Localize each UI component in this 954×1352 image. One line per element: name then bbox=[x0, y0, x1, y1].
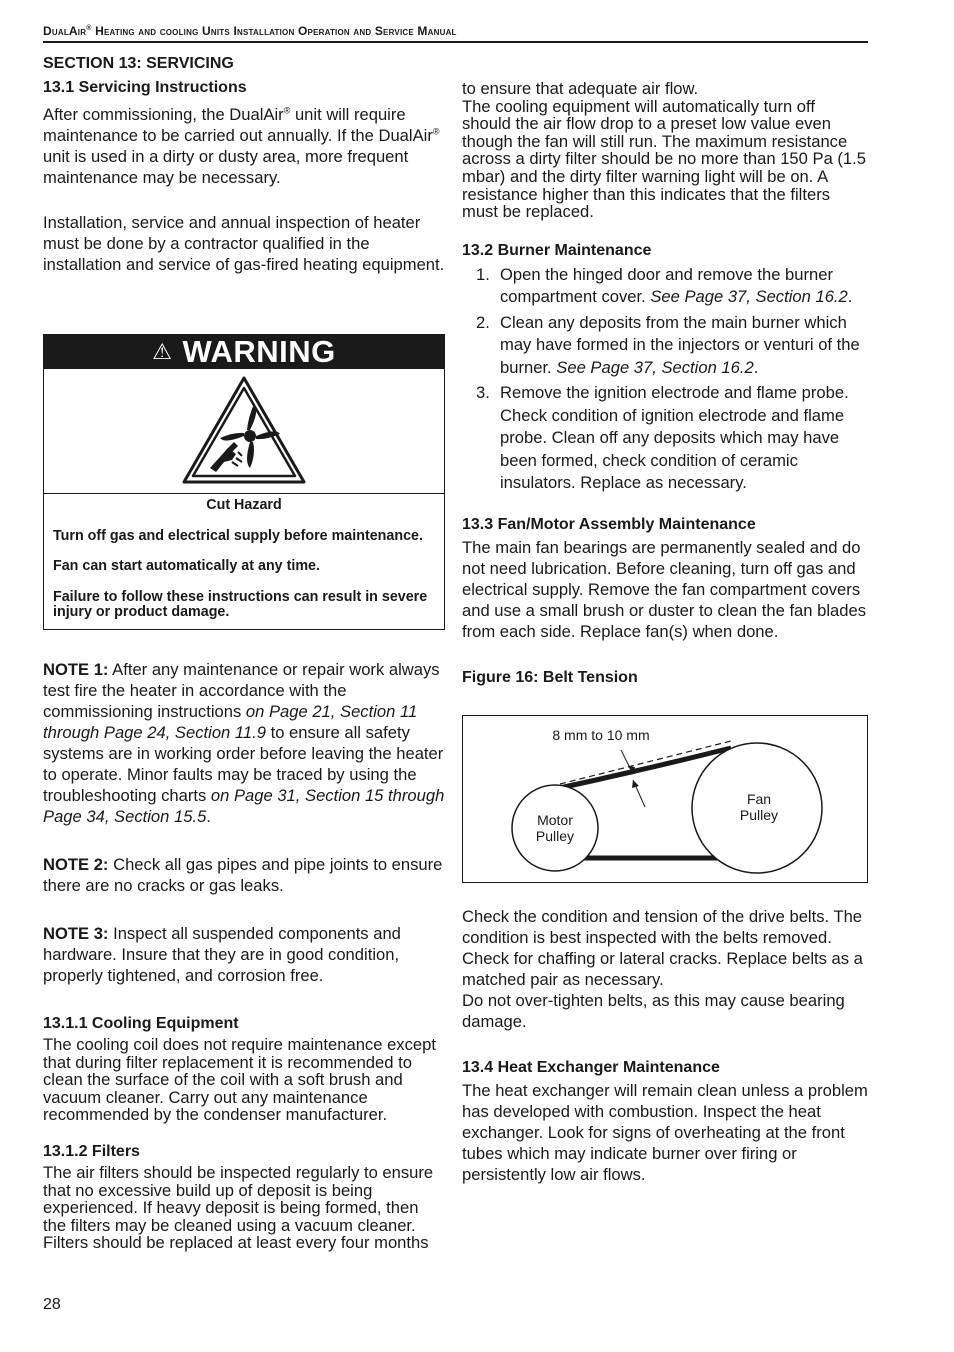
cut-hazard-icon bbox=[180, 372, 308, 490]
fan-motor-text: The main fan bearings are permanently sealed and do not need lubrication. Before cleaning, turn off gas and electrical supply. Remove the fan compartment covers and use a small brush or duster to clean the fan blades from each side. Replace fan(s) when done. bbox=[462, 537, 867, 641]
cut-hazard-pictogram bbox=[44, 369, 444, 494]
list-item: 3. Remove the ignition electrode and flame probe. Check condition of ignition electrode and flame probe. Clean off any deposits which may have been formed, check condition of ceramic insulators. Replace as necessary. bbox=[476, 383, 849, 493]
heading-13-1: 13.1 Servicing Instructions bbox=[43, 79, 247, 96]
warning-line-2: Fan can start automatically at any time. bbox=[53, 558, 320, 574]
servicing-paragraph-2: Installation, service and annual inspection of heater must be done by a contractor qualified in the installation and service of gas-fired heating equipment. bbox=[43, 213, 445, 274]
dimension-label: 8 mm to 10 mm bbox=[552, 727, 650, 743]
belt-tension-figure bbox=[462, 715, 868, 883]
cooling-equipment-text: The cooling coil does not require maintenance except that during filter replacement it is recommended to clean the surface of the coil with a soft brush and vacuum cleaner. Carry out any maintenance recommended by the condenser manufacturer. bbox=[43, 1035, 436, 1125]
warning-triangle-icon: ⚠ bbox=[152, 339, 173, 364]
motor-label-1: Motor bbox=[537, 812, 573, 828]
right-column-lower bbox=[462, 906, 868, 1185]
fan-label-2: Pulley bbox=[739, 807, 779, 823]
servicing-paragraph-1: After commissioning, the DualAir® unit will require maintenance to be carried out annually. If the DualAir® unit is used in a dirty or dusty area, more frequent maintenance may be necessary. bbox=[43, 105, 440, 187]
filters-text: The air filters should be inspected regularly to ensure that no excessive build up of deposit is being experienced. If heavy deposit is being formed, then the filters may be cleaned using a vacuum cleaner. Filters should be replaced at least every four months bbox=[43, 1162, 434, 1253]
note-3: NOTE 3: Inspect all suspended components and hardware. Insure that they are in good condition, properly tightened, and corrosion free. bbox=[43, 924, 401, 985]
belt-tension-diagram bbox=[463, 716, 867, 882]
heading-13-1-2: 13.1.2 Filters bbox=[43, 1142, 140, 1160]
right-column bbox=[462, 80, 868, 690]
page-number: 28 bbox=[43, 1296, 61, 1313]
warning-text bbox=[44, 494, 444, 621]
note-2: NOTE 2: Check all gas pipes and pipe joints to ensure there are no cracks or gas leaks. bbox=[43, 855, 443, 895]
heading-13-3: 13.3 Fan/Motor Assembly Maintenance bbox=[462, 515, 756, 533]
list-item: 2. Clean any deposits from the main burner which may have formed in the injectors or venturi of the burner. See Page 37, Section 16.2. bbox=[476, 312, 860, 377]
list-item: 1. Open the hinged door and remove the burner compartment cover. See Page 37, Section 16.2. bbox=[476, 264, 853, 307]
left-column-lower bbox=[43, 659, 445, 1252]
heat-exchanger-text: The heat exchanger will remain clean unless a problem has developed with combustion. Inspect the heat exchanger. Look for signs of overheating at the front tubes which may indicate burner over firing or persistently low air flows. bbox=[462, 1081, 868, 1184]
heading-13-2: 13.2 Burner Maintenance bbox=[462, 241, 652, 259]
figure-16-title: Figure 16: Belt Tension bbox=[462, 668, 638, 686]
heading-13-4: 13.4 Heat Exchanger Maintenance bbox=[462, 1059, 720, 1076]
motor-label-2: Pulley bbox=[535, 828, 575, 844]
warning-line-1: Turn off gas and electrical supply before maintenance. bbox=[53, 527, 423, 544]
left-column bbox=[43, 54, 445, 275]
burner-steps bbox=[462, 264, 868, 495]
warning-box bbox=[43, 334, 445, 630]
hazard-label: Cut Hazard bbox=[206, 497, 282, 513]
filters-paragraph-2: The cooling equipment will automatically turn off should the air flow drop to a preset low value even though the fan will still run. The maximum resistance across a dirty filter should be no more than 150 Pa (1.5 mbar) and the dirty filter warning light will be on. A resistance higher than this indicates that the filters must be replaced. bbox=[462, 96, 867, 222]
belt-paragraph-2: Do not over-tighten belts, as this may cause bearing damage. bbox=[462, 991, 845, 1031]
heading-13-1-1: 13.1.1 Cooling Equipment bbox=[43, 1015, 239, 1032]
warning-banner bbox=[44, 335, 444, 369]
filters-continued: to ensure that adequate air flow. bbox=[462, 79, 699, 98]
fan-label-1: Fan bbox=[746, 791, 772, 807]
section-title: SECTION 13: SERVICING bbox=[43, 55, 234, 72]
warning-title: WARNING bbox=[182, 334, 336, 369]
running-header: DualAir® Heating and cooling Units Installation Operation and Service Manual bbox=[43, 24, 868, 43]
note-1: NOTE 1: After any maintenance or repair work always test fire the heater in accordance with the commissioning instructions on Page 21, Section 11 through Page 24, Section 11.9 to ensure all safety systems are in working order before leaving the heater to operate. Minor faults may be traced by using the troubleshooting charts on Page 31, Section 15 through Page 34, Section 15.5. bbox=[43, 660, 445, 826]
belt-paragraph: Check the condition and tension of the drive belts. The condition is best inspected with the belts removed. Check for chaffing or lateral cracks. Replace belts as a matched pair as necessary. bbox=[462, 907, 863, 989]
warning-line-3: Failure to follow these instructions can result in severe injury or product damage. bbox=[53, 588, 428, 620]
